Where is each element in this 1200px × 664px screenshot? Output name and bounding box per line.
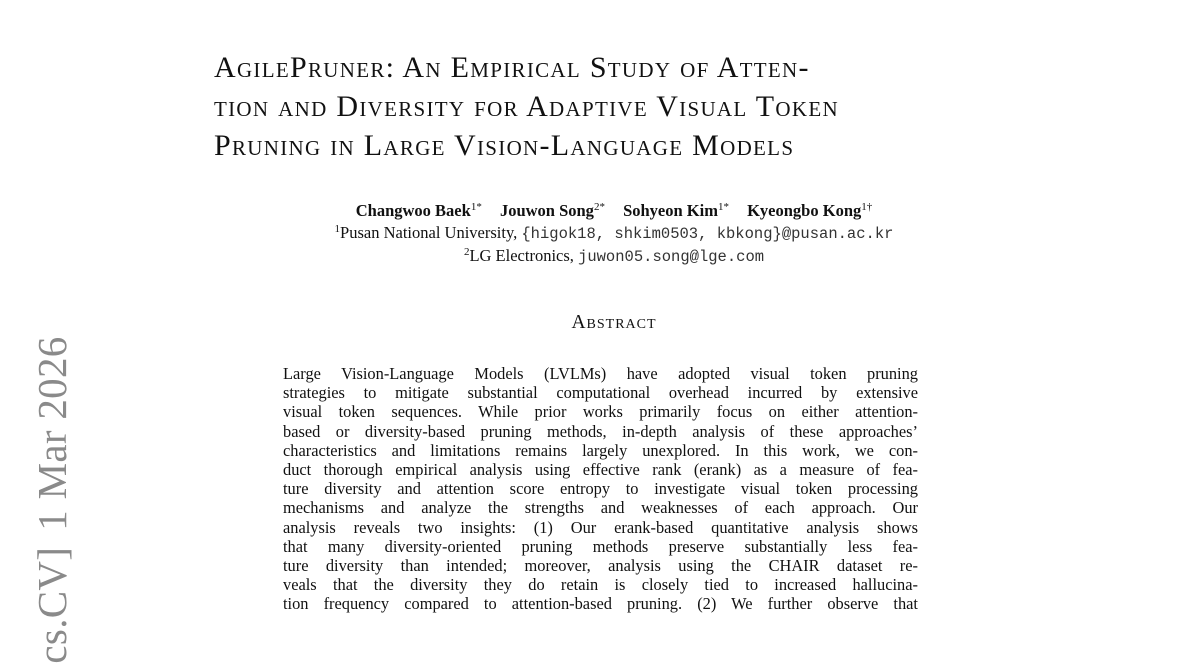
affiliation-emails: {higok18, shkim0503, kbkong}@pusan.ac.kr [521,225,894,243]
affiliation-emails: juwon05.song@lge.com [578,248,765,266]
affiliation-mark: 1 [334,223,341,235]
author-mark: 2* [593,201,605,213]
author-block [214,200,1014,268]
abstract-line: characteristics and limitations remains largely unexplored. In this work, we con- [283,440,918,460]
arxiv-category: cs.CV] [29,546,75,664]
author-name: Sohyeon Kim [623,201,718,220]
affiliation-mark: 2 [463,246,470,258]
author-mark: 1* [470,201,482,213]
abstract-line: Large Vision-Language Models (LVLMs) have adopted visual token pruning [283,364,918,383]
arxiv-stamp [28,336,76,663]
affiliation [214,222,1014,245]
abstract-line: tion frequency compared to attention-based pruning. (2) We further observe that [283,594,918,614]
abstract-line: veals that the diversity they do retain is closely tied to increased hallucina- [283,575,918,595]
author [623,201,729,220]
affiliation-org: Pusan National University, [340,223,522,242]
author-mark: 1* [717,201,729,213]
author-list [214,200,1014,222]
affiliation-org: LG Electronics, [469,246,579,265]
abstract-line: visual token sequences. While prior works primarily focus on either attention- [283,402,918,422]
author [747,201,872,220]
abstract-line: mechanisms and analyze the strengths and weaknesses of each approach. Our [283,498,918,518]
abstract-line: strategies to mitigate substantial computational overhead incurred by extensive [283,383,918,403]
abstract-line: based or diversity-based pruning methods, in-depth analysis of these approaches’ [283,421,918,441]
author [356,201,482,220]
author-name: Kyeongbo Kong [747,201,862,220]
author-mark: 1† [861,201,873,213]
title-line: AgilePruner: An Empirical Study of Atten- [214,51,810,84]
title-line: Pruning in Large Vision-Language Models [214,129,795,162]
title-line: tion and Diversity for Adaptive Visual Token [214,90,839,123]
affiliation [214,245,1014,268]
abstract-line: duct thorough empirical analysis using effective rank (erank) as a measure of fea- [283,460,918,480]
abstract-line: ture diversity and attention score entropy to investigate visual token processing [283,479,918,499]
paper-title [214,48,1014,165]
abstract-heading: Abstract [571,312,657,333]
abstract-line: ture diversity than intended; moreover, analysis using the CHAIR dataset re- [283,556,918,576]
arxiv-date: 1 Mar 2026 [29,336,75,531]
author-name: Changwoo Baek [355,201,471,220]
abstract-line: that many diversity-oriented pruning methods preserve substantially less fea- [283,536,918,556]
abstract-line: analysis reveals two insights: (1) Our erank-based quantitative analysis shows [283,517,918,537]
author [500,201,605,220]
abstract-body [283,364,918,614]
author-name: Jouwon Song [499,201,594,220]
